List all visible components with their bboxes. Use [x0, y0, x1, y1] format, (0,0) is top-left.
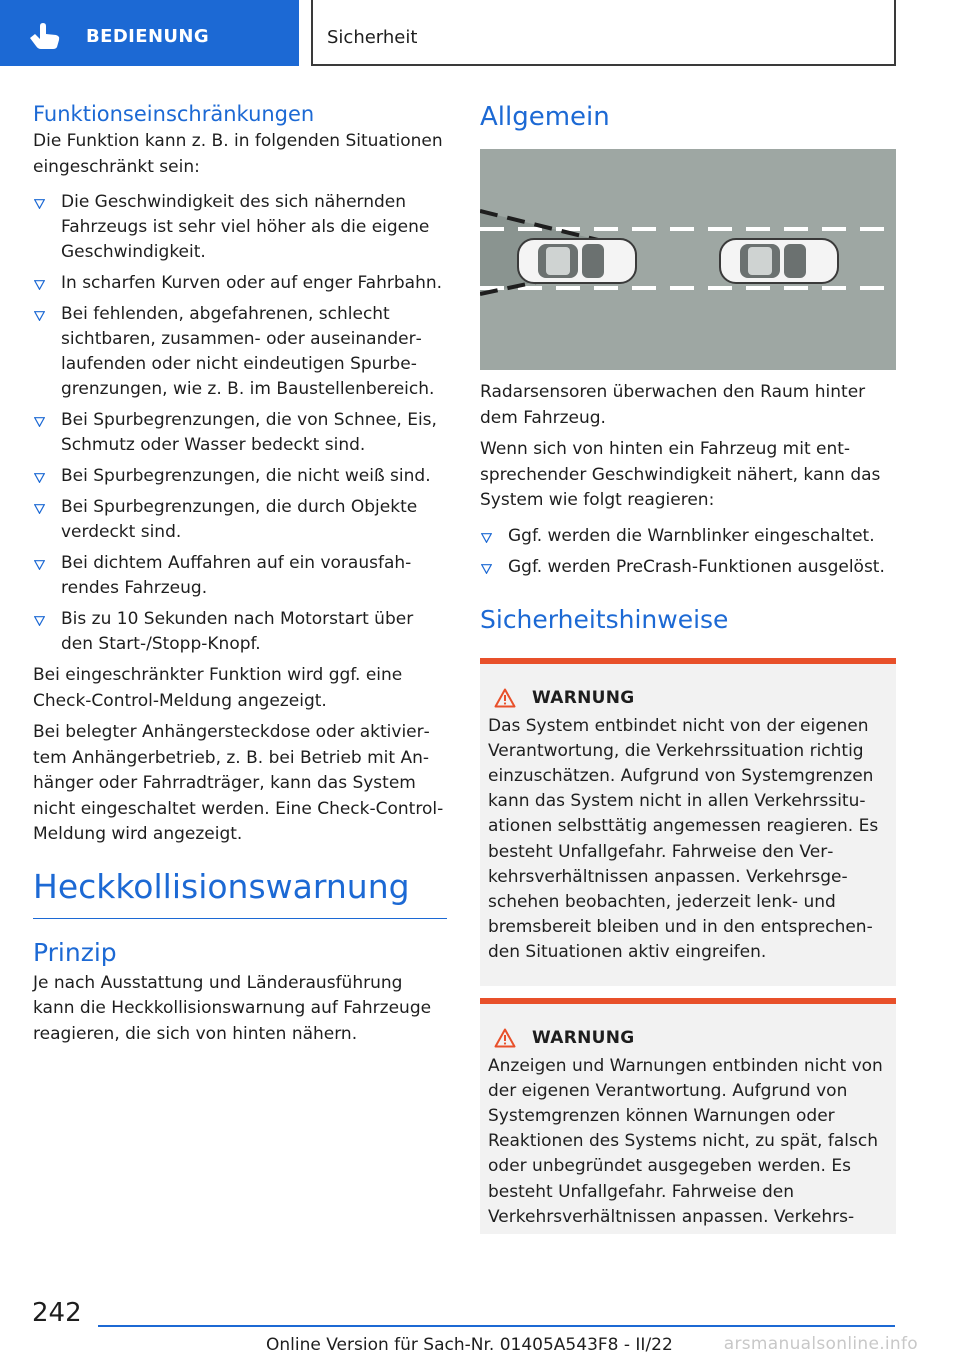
list-item-text: Ggf. werden PreCrash-Funktionen ausgelöst. [508, 556, 885, 577]
triangle-bullet-icon [34, 473, 45, 483]
list-item [33, 271, 447, 296]
chapter-tab-label: BEDIENUNG [86, 26, 210, 47]
funktion-note-1: Bei eingeschränkter Funktion wird ggf. eine Check-Control-Meldung angezeigt. [33, 665, 403, 711]
list-item [33, 495, 447, 545]
warning-header [488, 1028, 888, 1048]
watermark: arsmanualsonline.info [723, 1334, 918, 1354]
rear-radar-diagram [480, 149, 896, 370]
triangle-bullet-icon [34, 417, 45, 427]
warning-box-2 [480, 998, 896, 1234]
triangle-bullet-icon [481, 533, 492, 543]
list-item-text: In scharfen Kurven oder auf enger Fahrbahn. [61, 273, 443, 293]
list-item-text: Bei Spurbegrenzungen, die nicht weiß sind. [61, 466, 431, 486]
prinzip-title: Prinzip [33, 937, 117, 967]
triangle-bullet-icon [34, 280, 45, 290]
section-header [311, 0, 896, 66]
approaching-car-icon [518, 239, 636, 283]
allgemein-p1: Radarsensoren überwachen den Raum hinter dem Fahrzeug. [480, 382, 866, 428]
list-item [33, 607, 447, 657]
warning-header [488, 688, 888, 708]
radar-illustration [480, 149, 896, 370]
warning-title: WARNUNG [532, 687, 635, 708]
online-version-text: Online Version für Sach-Nr. 01405A543F8 - II/22 [266, 1335, 673, 1355]
left-column [33, 99, 447, 1053]
page-number: 242 [32, 1298, 82, 1328]
allgemein-p2: Wenn sich von hinten ein Fahrzeug mit entsprechender Geschwindigkeit nähert, kann das System wie folgt reagieren: [480, 439, 881, 510]
prinzip-text: Je nach Ausstattung und Länderausführung kann die Heckkollisionswarnung auf Fahrzeuge reagieren, die sich von hinten nähern. [33, 972, 432, 1044]
triangle-bullet-icon [34, 616, 45, 626]
list-item-text: Bei dichtem Auffahren auf ein vorausfahrendes Fahrzeug. [61, 553, 412, 598]
warning-triangle-icon [494, 688, 516, 708]
allgemein-list [480, 524, 896, 580]
list-item-text: Bei Spurbegrenzungen, die von Schnee, Eis, Schmutz oder Wasser bedeckt sind. [61, 410, 437, 455]
triangle-bullet-icon [34, 560, 45, 570]
list-item [33, 551, 447, 601]
chapter-tab[interactable] [0, 0, 299, 66]
list-item-text: Bei fehlenden, abgefahrenen, schlecht sichtbaren, zusammen- oder auseinanderlaufenden oder nicht eindeutigen Spurbegrenzungen, wie z. B. im Baustellenbereich. [61, 304, 435, 399]
warning-text: Anzeigen und Warnungen entbinden nicht von der eigenen Verantwortung. Aufgrund von Systemgrenzen können Warnungen oder Reaktionen des Systems nicht, zu spät, falsch oder unbegründet ausgegeben werden. Es besteht Unfallgefahr. Fahrweise den Verkehrsverhältnissen anpassen. Verkehrs- [488, 1055, 883, 1227]
warning-triangle-icon [494, 1028, 516, 1048]
warning-title: WARNUNG [532, 1027, 635, 1048]
allgemein-title: Allgemein [480, 102, 610, 132]
funktion-intro: Die Funktion kann z. B. in folgenden Situationen eingeschränkt sein: [33, 131, 443, 177]
right-column [480, 99, 896, 1234]
warning-text: Das System entbindet nicht von der eigenen Verantwortung, die Verkehrssituation richtig einzuschätzen. Aufgrund von Systemgrenzen kann das System nicht in allen Verkehrssituationen selbsttätig angemessen reagieren. Es besteht Unfallgefahr. Fahrweise den Verkehrsverhältnissen anpassen. Verkehrsgeschehen beobachten, jederzeit lenk- und bremsbereit bleiben und in den entsprechenden Situationen aktiv eingreifen. [488, 715, 879, 963]
footer-divider [98, 1325, 895, 1327]
list-item [480, 555, 896, 580]
funktion-list [33, 190, 447, 657]
triangle-bullet-icon [34, 504, 45, 514]
list-item [33, 408, 447, 458]
list-item [33, 190, 447, 265]
list-item-text: Bis zu 10 Sekunden nach Motorstart über den Start-/Stopp-Knopf. [61, 609, 414, 654]
heck-title: Heckkollisionswarnung [33, 864, 447, 919]
funktion-note-2: Bei belegter Anhängersteckdose oder aktiviertem Anhängerbetrieb, z. B. bei Betrieb mit Anhänger oder Fahrradträger, kann das System nicht eingeschaltet werden. Eine Check-Control-Meldung wird angezeigt. [33, 722, 444, 844]
funktion-title: Funktionseinschränkungen [33, 102, 315, 126]
list-item [480, 524, 896, 549]
triangle-bullet-icon [34, 311, 45, 321]
triangle-bullet-icon [34, 199, 45, 209]
list-item [33, 302, 447, 402]
warning-box-1 [480, 658, 896, 986]
own-car-icon [720, 239, 838, 283]
pointing-hand-icon [26, 22, 66, 50]
list-item [33, 464, 447, 489]
sicherheit-title: Sicherheitshinweise [480, 604, 729, 634]
list-item-text: Die Geschwindigkeit des sich nähernden Fahrzeugs ist sehr viel höher als die eigene Geschwindigkeit. [61, 192, 430, 262]
section-label: Sicherheit [327, 27, 418, 48]
triangle-bullet-icon [481, 564, 492, 574]
list-item-text: Bei Spurbegrenzungen, die durch Objekte verdeckt sind. [61, 497, 418, 542]
list-item-text: Ggf. werden die Warnblinker eingeschaltet. [508, 525, 875, 546]
